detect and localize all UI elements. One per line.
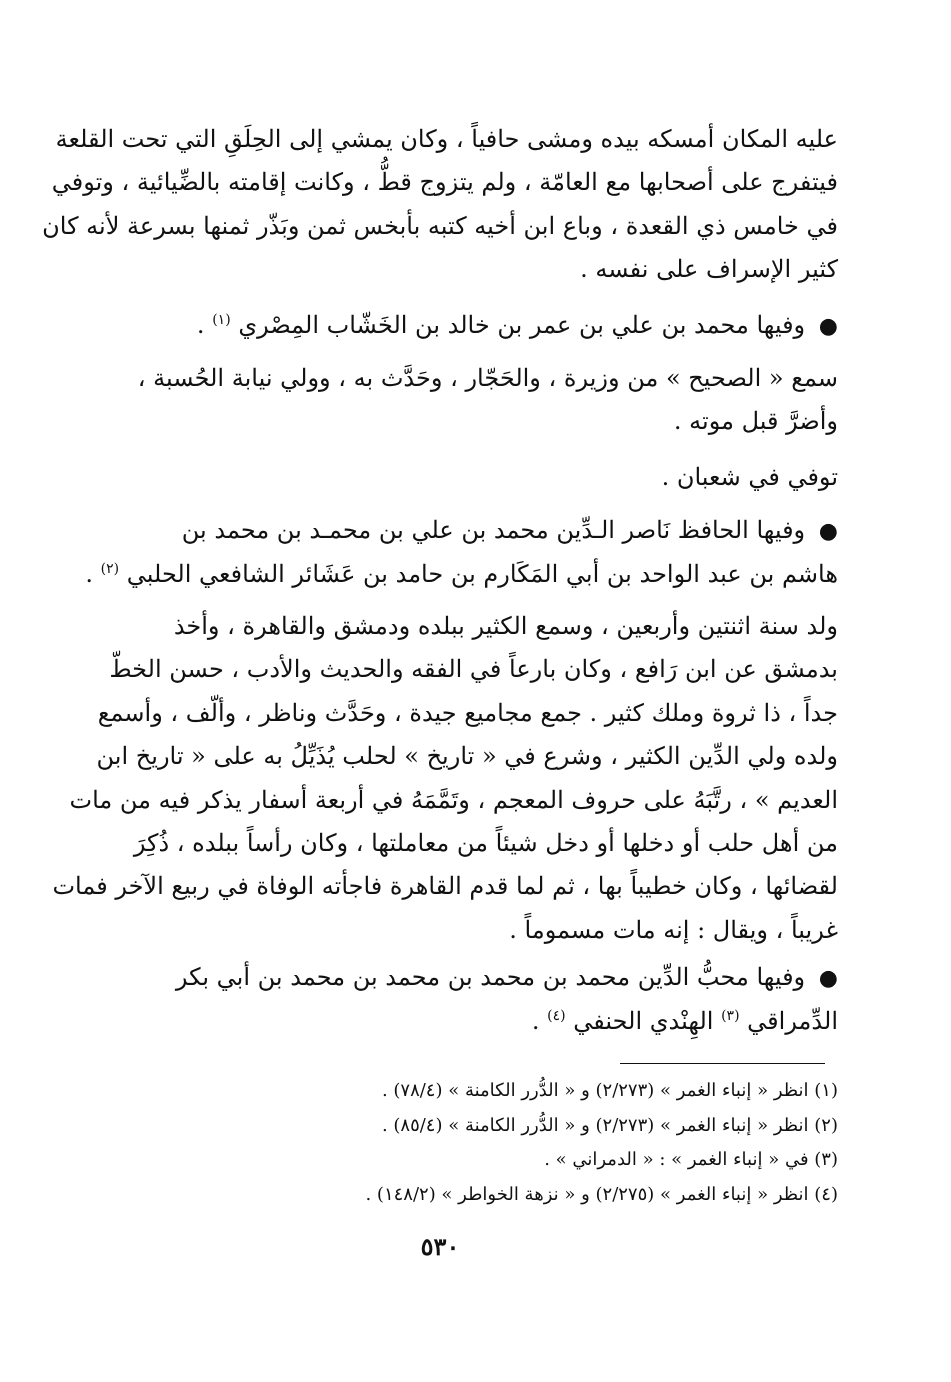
text-line: ولد سنة اثنتين وأربعين ، وسمع الكثير ببلده ودمشق والقاهرة ، وأخذ bbox=[173, 612, 838, 640]
footnote-ref[interactable]: (٤) bbox=[547, 1008, 566, 1025]
text-line: وأضرَّ قبل موته . bbox=[673, 407, 838, 436]
text-line: في خامس ذي القعدة ، وباع ابن أخيه كتبه بأبخس ثمن وبَذّر ثمنها بسرعة لأنه كان bbox=[42, 211, 838, 240]
footnote-ref[interactable]: (١) bbox=[212, 312, 231, 328]
entry-tail: . bbox=[531, 1007, 540, 1036]
entry-name: وفيها الحافظ نَاصر الـدِّين محمد بن علي بن محمـد بن محمد بن bbox=[181, 516, 806, 544]
text-line: كثير الإسراف على نفسه . bbox=[580, 255, 838, 284]
paragraph-death-shaban bbox=[88, 456, 838, 499]
bullet-icon: ● bbox=[818, 314, 838, 339]
footnote-separator bbox=[620, 1063, 825, 1064]
text-line: العديم » ، رتَّبَهُ على حروف المعجم ، وتَمَّمَهُ في أربعة أسفار يذكر فيه من مات bbox=[69, 785, 838, 814]
entry-heading-nasir-al-din bbox=[85, 509, 838, 597]
paragraph-continuation bbox=[42, 118, 838, 292]
paragraph-nasir-al-din-bio bbox=[52, 605, 838, 952]
entry-heading-khashshab bbox=[88, 304, 838, 348]
text-line: توفي في شعبان . bbox=[661, 463, 838, 491]
bullet-icon: ● bbox=[818, 519, 838, 544]
text-line bbox=[88, 956, 838, 1000]
bullet-icon: ● bbox=[818, 966, 838, 991]
footnote-3: (٣) في « إنباء الغمر » : « الدمراني » . bbox=[544, 1149, 838, 1170]
footnote-ref[interactable]: (٢) bbox=[100, 561, 120, 578]
entry-name: وفيها محمد بن علي بن عمر بن خالد بن الخَشّاب المِصْري bbox=[238, 311, 806, 339]
entry-tail: . bbox=[85, 560, 93, 589]
footnotes bbox=[300, 1074, 838, 1212]
footnote-2: (٢) انظر « إنباء الغمر » (٢/٢٧٣) و « الدُّرر الكامنة » (٨٥/٤) . bbox=[381, 1114, 838, 1136]
entry-nisba: الدِّمراقي bbox=[747, 1007, 838, 1036]
entry-name-cont: هاشم بن عبد الواحد بن أبي المَكَارم بن حامد بن عَشَائر الشافعي الحلبي bbox=[126, 560, 838, 589]
page-number: ٥٣٠ bbox=[420, 1232, 460, 1261]
text-line: لقضائها ، وكان خطيباً بها ، ثم لما قدم القاهرة فاجأته الوفاة في ربيع الآخر فمات bbox=[52, 872, 838, 901]
footnote-ref[interactable]: (٣) bbox=[721, 1008, 740, 1025]
text-line: سمع « الصحيح » من وزيرة ، والحَجّار ، وحَدَّث به ، وولي نيابة الحُسبة ، bbox=[137, 364, 838, 392]
entry-tail: . bbox=[196, 311, 205, 339]
text-line bbox=[88, 304, 838, 348]
text-line: غريباً ، ويقال : إنه مات مسموماً . bbox=[509, 915, 838, 944]
text-line: عليه المكان أمسكه بيده ومشى حافياً ، وكان يمشي إلى الحِلَقِ التي تحت القلعة bbox=[55, 125, 838, 153]
text-line bbox=[88, 509, 838, 553]
text-line bbox=[85, 553, 838, 596]
entry-nisba-cont: الهِنْدي الحنفي bbox=[573, 1007, 714, 1036]
text-line: من أهل حلب أو دخلها أو دخل شيئاً من معاملتها ، وكان رأساً ببلده ، ذُكِرَ bbox=[133, 829, 838, 858]
footnote-4: (٤) انظر « إنباء الغمر » (٢/٢٧٥) و « نزهة الخواطر » (١٤٨/٢) . bbox=[365, 1183, 838, 1205]
paragraph-khashshab-bio bbox=[88, 357, 838, 444]
text-line bbox=[88, 1000, 838, 1043]
entry-heading-muhibb-al-din bbox=[88, 956, 838, 1044]
footnote-1: (١) انظر « إنباء الغمر » (٢/٢٧٣) و « الدُّرر الكامنة » (٧٨/٤) . bbox=[381, 1080, 838, 1101]
entry-name: وفيها محبُّ الدِّين محمد بن محمد بن محمد بن محمد بن أبي بكر bbox=[175, 963, 806, 991]
text-line: فيتفرج على أصحابها مع العامّة ، ولم يتزوج قطُّ ، وكانت إقامته بالضِّيائية ، وتوفي bbox=[51, 168, 838, 197]
text-line: جداً ، ذا ثروة وملك كثير . جمع مجاميع جيدة ، وحَدَّث وناظر ، وألّف ، وأسمع bbox=[97, 698, 838, 727]
text-line: بدمشق عن ابن رَافع ، وكان بارعاً في الفقه والحديث والأدب ، حسن الخطّ bbox=[109, 655, 838, 684]
text-line: ولده ولي الدِّين الكثير ، وشرع في « تاريخ » لحلب يُذَيِّلُ به على « تاريخ ابن bbox=[96, 742, 838, 771]
